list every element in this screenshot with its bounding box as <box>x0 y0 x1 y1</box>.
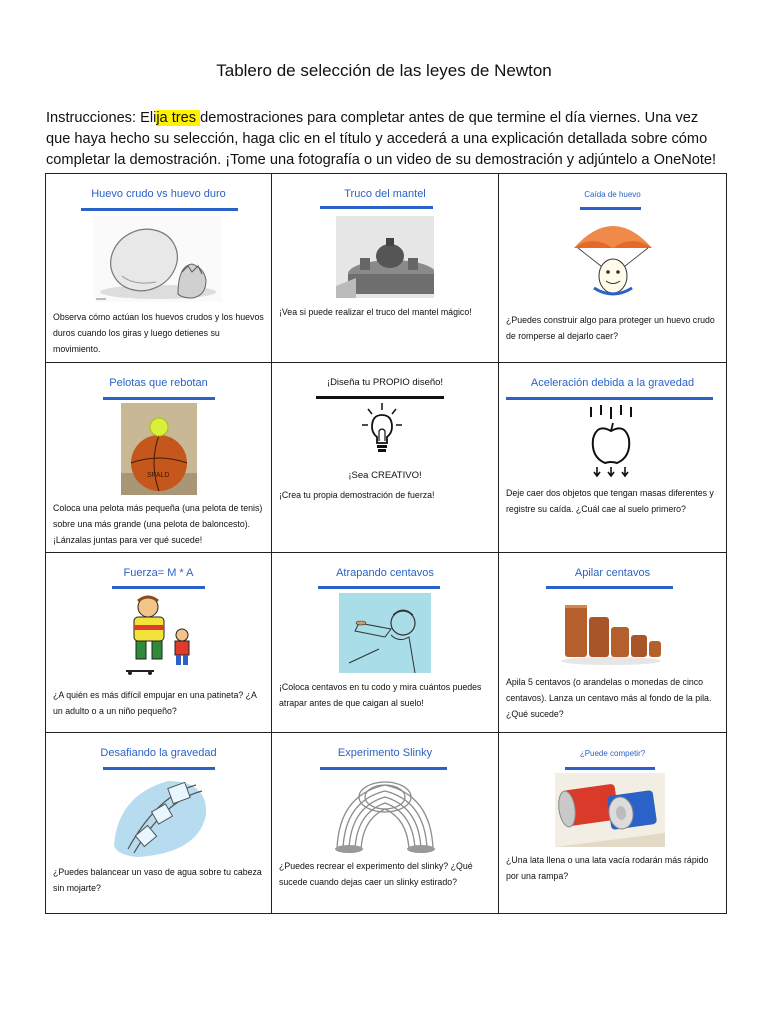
cell-description: Deje caer dos objetos que tengan masas diferentes y registre su caída. ¿Cuál cae al suelo primero? <box>506 488 714 514</box>
cell-description: ¿Puedes construir algo para proteger un huevo crudo de romperse al dejarlo caer? <box>506 315 715 341</box>
cell-description: ¡Vea si puede realizar el truco del mantel mágico! <box>279 307 472 317</box>
cell-title-link[interactable]: Fuerza= M * A <box>123 567 194 579</box>
kids-drawing-image <box>120 593 200 675</box>
title-underline <box>112 586 205 589</box>
cell-description: ¿Una lata llena o una lata vacía rodarán más rápido por una rampa? <box>506 855 709 881</box>
cell-description: ¿Puedes balancear un vaso de agua sobre tu cabeza sin mojarte? <box>53 867 262 893</box>
board-cell-raw-vs-boiled-egg <box>46 174 272 363</box>
choice-board <box>45 173 727 914</box>
cell-description: ¿A quién es más difícil empujar en una patineta? ¿A un adulto o a un niño pequeño? <box>53 690 257 716</box>
page-title: Tablero de selección de las leyes de Newton <box>216 61 552 80</box>
pennies-elbow-image <box>339 593 431 673</box>
title-underline <box>316 396 444 399</box>
cell-title-link[interactable]: Experimento Slinky <box>337 747 433 759</box>
board-cell-gravity-acceleration <box>499 363 727 553</box>
ball-brand-text: SPALD <box>147 472 170 479</box>
board-cell-defying-gravity <box>46 733 272 914</box>
board-cell-own-design <box>272 363 499 553</box>
board-cell-egg-drop <box>499 174 727 363</box>
cell-description: ¡Crea tu propia demostración de fuerza! <box>279 490 435 500</box>
cell-description: Apila 5 centavos (o arandelas o monedas de cinco centavos). Lanza un centavo más al fondo de la pila. ¿Qué sucede? <box>506 677 712 719</box>
cell-description: Observa cómo actúan los huevos crudos y los huevos duros cuando los giras y luego detienes su movimiento. <box>53 312 264 354</box>
board-cell-tablecloth-trick <box>272 174 499 363</box>
title-underline <box>546 586 673 589</box>
tablecloth-image <box>336 216 434 298</box>
title-underline <box>103 767 215 770</box>
lightbulb-icon <box>362 401 402 455</box>
egg-parachute-image <box>572 214 654 296</box>
board-cell-catching-pennies <box>272 553 499 733</box>
instructions-highlight: ja tres <box>156 110 201 126</box>
cell-description: ¡Coloca centavos en tu codo y mira cuántos puedes atrapar antes de que caigan al suelo! <box>279 682 482 708</box>
board-cell-bouncing-balls <box>46 363 272 553</box>
cell-title-link[interactable]: Caída de huevo <box>584 190 641 199</box>
cell-title-link[interactable]: Truco del mantel <box>344 188 426 200</box>
cans-image <box>555 773 665 847</box>
cell-title-link[interactable]: ¿Puede competir? <box>579 749 646 758</box>
title-underline <box>318 586 440 589</box>
title-underline <box>81 208 238 211</box>
title-underline <box>565 767 655 770</box>
cell-title-link[interactable]: Aceleración debida a la gravedad <box>530 377 695 389</box>
cell-title-link[interactable]: Huevo crudo vs huevo duro <box>91 188 226 200</box>
eggs-image <box>94 216 222 302</box>
falling-apple-icon <box>585 403 637 481</box>
water-glass-image <box>108 775 212 859</box>
board-cell-slinky <box>272 733 499 914</box>
cell-description: ¿Puedes recrear el experimento del slinky? ¿Qué sucede cuando dejas caer un slinky estirado? <box>279 861 473 887</box>
board-cell-force-mass <box>46 553 272 733</box>
cell-title-link[interactable]: Apilar centavos <box>574 567 651 579</box>
cell-title-link[interactable]: ¡Diseña tu PROPIO diseño! <box>326 377 444 388</box>
title-underline <box>320 767 447 770</box>
instructions-paragraph <box>46 108 726 171</box>
penny-stack-image <box>559 597 663 667</box>
title-underline <box>580 207 641 210</box>
board-cell-can-race <box>499 733 727 914</box>
instructions-text-rest: demostraciones para completar antes de que termine el día viernes. Una vez que haya hecho su selección, haga clic en el título y accederá a una explicación detallada sobre cómo completar la demostración. ¡Tome una fotografía o un video de su demostración y adjúntelo a OneNote! <box>46 110 717 168</box>
be-creative-note: ¡Sea CREATIVO! <box>348 470 422 481</box>
title-underline <box>320 206 433 209</box>
slinky-image <box>327 777 443 853</box>
cell-title-link[interactable]: Atrapando centavos <box>336 567 434 579</box>
stacked-balls-image <box>121 403 197 495</box>
cell-title-link[interactable]: Pelotas que rebotan <box>109 377 208 389</box>
instructions-text-start: Instrucciones: Eli <box>46 110 157 126</box>
cell-description: Coloca una pelota más pequeña (una pelota de tenis) sobre una más grande (una pelota de baloncesto). ¡Lánzalas juntas para ver qué sucede! <box>53 503 263 545</box>
title-underline <box>506 397 713 400</box>
title-underline <box>103 397 215 400</box>
cell-title-link[interactable]: Desafiando la gravedad <box>100 747 217 759</box>
board-cell-stack-pennies <box>499 553 727 733</box>
